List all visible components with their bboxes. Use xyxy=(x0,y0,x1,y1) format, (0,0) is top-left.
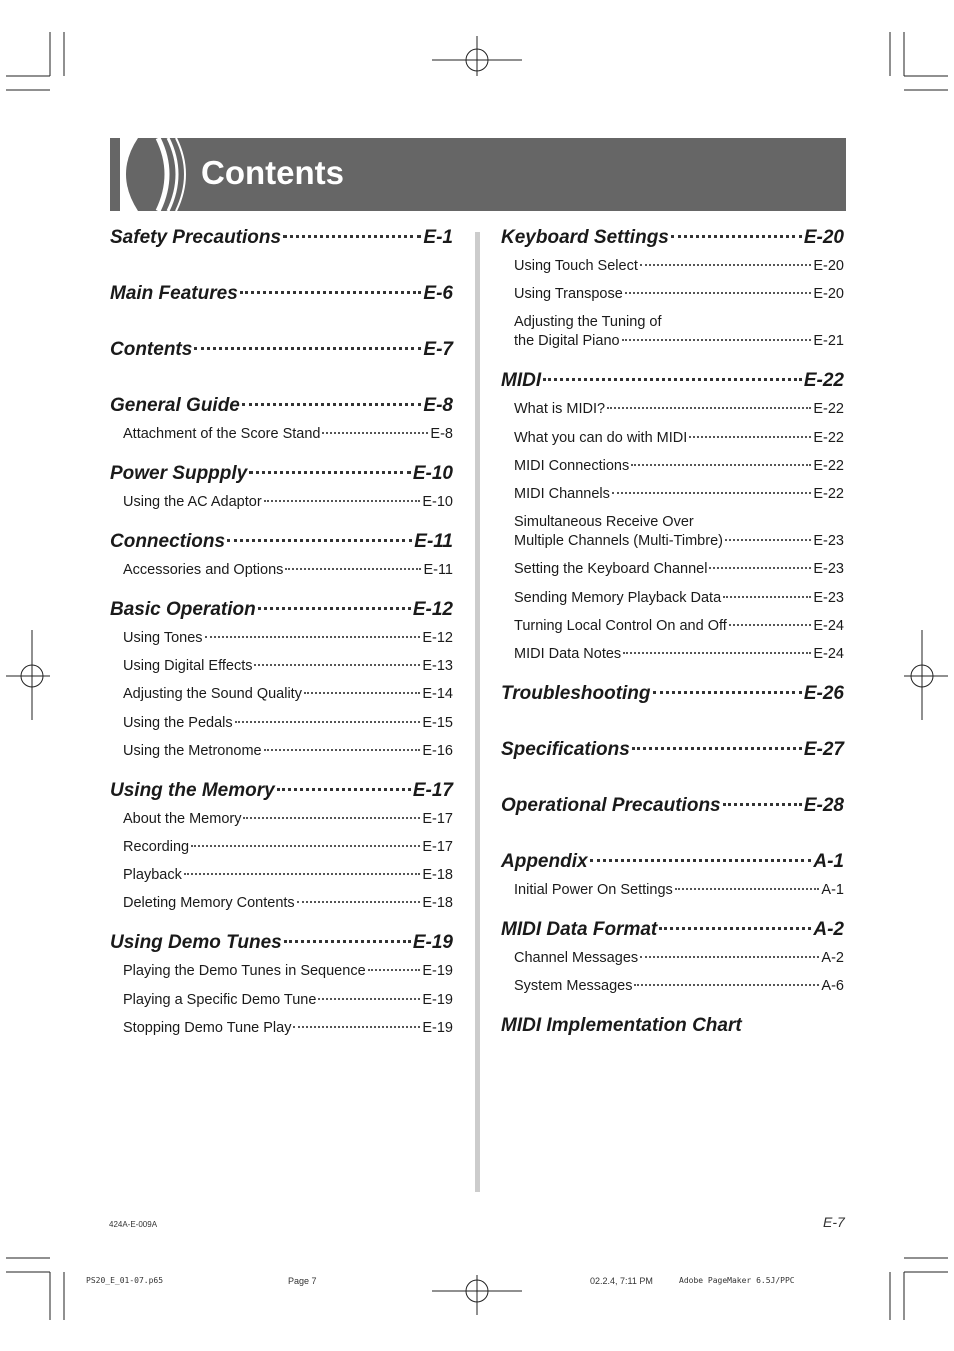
toc-section-page: E-11 xyxy=(414,531,453,552)
toc-section xyxy=(110,529,453,580)
toc-subitem[interactable] xyxy=(514,617,844,636)
toc-subitem-list xyxy=(110,425,453,444)
toc-section xyxy=(501,917,844,996)
toc-subitem-page: E-16 xyxy=(422,742,453,759)
toc-right-column xyxy=(501,225,844,1069)
toc-subitem-label: What you can do with MIDI xyxy=(514,429,688,446)
toc-subitem-label: Deleting Memory Contents xyxy=(123,895,295,912)
banner-arcs-decoration xyxy=(110,138,200,211)
toc-section-title: Keyboard Settings xyxy=(501,227,669,248)
toc-section-heading[interactable] xyxy=(110,597,453,627)
toc-section-page: E-20 xyxy=(803,227,844,248)
toc-subitem-label: Recording xyxy=(123,838,190,855)
dot-leader xyxy=(264,749,421,751)
toc-section-heading[interactable] xyxy=(501,225,844,255)
toc-subitem-label-cont: the Digital Piano xyxy=(514,333,620,350)
dot-leader xyxy=(243,817,420,819)
column-divider xyxy=(475,232,480,1192)
slug-filename: PS20_E_01-07.p65 xyxy=(86,1276,164,1285)
toc-section-page: E-8 xyxy=(423,395,453,416)
toc-section-heading[interactable] xyxy=(110,393,453,423)
toc-left-column xyxy=(110,225,453,1055)
slug-date: 02.2.4, 7:11 PM xyxy=(590,1276,653,1286)
toc-section-title: General Guide xyxy=(110,395,240,416)
toc-section-page: E-7 xyxy=(423,339,453,360)
toc-subitem[interactable] xyxy=(514,485,844,504)
dot-leader xyxy=(632,747,802,750)
toc-subitem[interactable] xyxy=(123,742,453,761)
toc-subitem-label: Accessories and Options xyxy=(123,562,284,578)
toc-subitem-page: E-21 xyxy=(813,333,844,350)
toc-subitem[interactable] xyxy=(514,589,844,608)
dot-leader xyxy=(285,568,421,570)
toc-subitem-label: Adjusting the Tuning of xyxy=(514,314,662,331)
dot-leader xyxy=(293,1026,420,1028)
toc-section-title: Operational Precautions xyxy=(501,794,721,816)
dot-leader xyxy=(607,407,811,409)
toc-section-title: Basic Operation xyxy=(110,599,256,620)
toc-section-heading[interactable] xyxy=(501,368,844,398)
toc-subitem-list xyxy=(110,493,453,512)
toc-subitem-page: E-22 xyxy=(813,457,844,474)
toc-subitem[interactable] xyxy=(123,810,453,829)
toc-subitem-label: Turning Local Control On and Off xyxy=(514,617,727,634)
toc-subitem-label: Using Tones xyxy=(123,630,203,646)
toc-section-page: E-1 xyxy=(423,227,453,248)
toc-subitem-page: E-18 xyxy=(422,895,453,912)
dot-leader xyxy=(254,664,420,666)
toc-subitem-label: Using the Pedals xyxy=(123,714,233,731)
toc-subitem-label-cont: Multiple Channels (Multi-Timbre) xyxy=(514,533,723,550)
toc-subitem[interactable] xyxy=(514,257,844,276)
toc-subitem-list xyxy=(501,400,844,664)
toc-section-heading[interactable] xyxy=(501,917,844,947)
toc-subitem-label: MIDI Data Notes xyxy=(514,645,622,662)
toc-subitem-list xyxy=(501,881,844,900)
dot-leader xyxy=(191,845,420,847)
dot-leader xyxy=(625,292,812,294)
toc-subitem[interactable] xyxy=(514,513,844,551)
dot-leader xyxy=(368,969,421,971)
toc-subitem[interactable] xyxy=(123,493,453,512)
toc-subitem-label: What is MIDI? xyxy=(514,401,606,418)
dot-leader xyxy=(723,803,802,806)
dot-leader xyxy=(640,264,812,266)
toc-subitem-page: E-22 xyxy=(813,485,844,502)
toc-subitem-label: Adjusting the Sound Quality xyxy=(123,686,302,703)
toc-section-heading[interactable] xyxy=(501,1013,844,1043)
toc-subitem-label: Simultaneous Receive Over xyxy=(514,514,694,531)
toc-subitem-page: E-22 xyxy=(813,429,844,446)
dot-leader xyxy=(304,692,420,694)
toc-section-heading[interactable] xyxy=(110,930,453,960)
toc-section xyxy=(501,849,844,900)
toc-subitem-page: A-1 xyxy=(821,881,844,898)
toc-subitem-label: Playing a Specific Demo Tune xyxy=(123,991,317,1008)
toc-section xyxy=(501,681,844,711)
dot-leader xyxy=(590,859,812,862)
toc-subitem-label: Using the AC Adaptor xyxy=(123,494,262,510)
toc-subitem-page: E-15 xyxy=(422,714,453,731)
toc-section-heading[interactable] xyxy=(110,225,453,255)
toc-subitem[interactable] xyxy=(123,1019,453,1038)
dot-leader xyxy=(631,464,811,466)
toc-subitem[interactable] xyxy=(123,991,453,1010)
toc-section xyxy=(501,225,844,351)
toc-subitem[interactable] xyxy=(123,425,453,444)
toc-section-heading[interactable] xyxy=(501,737,844,767)
dot-leader xyxy=(709,567,811,569)
toc-section-heading[interactable] xyxy=(110,778,453,808)
toc-subitem[interactable] xyxy=(514,457,844,476)
toc-section-heading[interactable] xyxy=(110,281,453,311)
dot-leader xyxy=(622,339,812,341)
dot-leader xyxy=(612,492,811,494)
slug-application: Adobe PageMaker 6.5J/PPC xyxy=(679,1276,795,1285)
toc-subitem-page: E-10 xyxy=(422,494,453,510)
toc-subitem[interactable] xyxy=(514,429,844,448)
dot-leader xyxy=(184,873,421,875)
toc-subitem-label: Using Digital Effects xyxy=(123,658,253,675)
dot-leader xyxy=(249,471,411,474)
toc-subitem-page: A-6 xyxy=(821,978,844,995)
toc-section-heading[interactable] xyxy=(110,461,453,491)
toc-subitem-page: E-18 xyxy=(422,867,453,884)
slug-page: Page 7 xyxy=(288,1276,317,1286)
toc-subitem-label: Playback xyxy=(123,867,182,884)
toc-subitem-line xyxy=(514,532,844,551)
toc-section-title: Connections xyxy=(110,531,226,552)
dot-leader xyxy=(227,539,412,542)
toc-subitem[interactable] xyxy=(123,685,453,704)
toc-section-page: E-22 xyxy=(803,370,844,392)
dot-leader xyxy=(318,998,420,1000)
toc-subitem-list xyxy=(110,629,453,761)
toc-subitem-page: E-19 xyxy=(422,963,453,980)
toc-subitem-list xyxy=(110,810,453,914)
dot-leader xyxy=(543,378,802,381)
toc-subitem[interactable] xyxy=(514,560,844,579)
toc-subitem[interactable] xyxy=(123,561,453,580)
toc-subitem-label: MIDI Channels xyxy=(514,485,610,502)
toc-section-page: E-6 xyxy=(423,283,453,304)
toc-section-title: Contents xyxy=(110,339,193,360)
dot-leader xyxy=(659,927,811,930)
toc-subitem-page: E-24 xyxy=(813,645,844,662)
toc-section xyxy=(501,737,844,767)
dot-leader xyxy=(194,347,421,350)
toc-subitem[interactable] xyxy=(514,881,844,900)
toc-section-title: MIDI Implementation Chart xyxy=(501,1015,742,1037)
toc-subitem-label: Initial Power On Settings xyxy=(514,881,673,898)
page-title: Contents xyxy=(201,154,344,191)
toc-subitem[interactable] xyxy=(514,949,844,968)
toc-subitem-page: E-23 xyxy=(813,533,844,550)
toc-subitem[interactable] xyxy=(123,838,453,857)
toc-subitem-label: Setting the Keyboard Channel xyxy=(514,561,708,578)
toc-subitem[interactable] xyxy=(123,657,453,676)
toc-subitem-page: E-12 xyxy=(422,630,453,646)
dot-leader xyxy=(729,624,812,626)
dot-leader xyxy=(634,984,819,986)
toc-subitem[interactable] xyxy=(123,629,453,648)
page-number: E-7 xyxy=(823,1214,845,1230)
toc-subitem-label: Stopping Demo Tune Play xyxy=(123,1019,292,1036)
toc-section xyxy=(110,597,453,761)
toc-subitem[interactable] xyxy=(514,400,844,419)
toc-section-page: E-28 xyxy=(803,794,844,816)
dot-leader xyxy=(277,788,411,791)
toc-subitem-page: E-17 xyxy=(422,810,453,827)
dot-leader xyxy=(242,403,422,406)
toc-section-title: Troubleshooting xyxy=(501,682,651,704)
toc-subitem-page: E-13 xyxy=(422,658,453,675)
dot-leader xyxy=(205,636,421,638)
title-banner xyxy=(110,138,846,211)
toc-subitem-label: Channel Messages xyxy=(514,949,639,966)
toc-section-heading[interactable] xyxy=(501,849,844,879)
toc-section xyxy=(110,281,453,311)
dot-leader xyxy=(675,888,820,890)
toc-section-page: A-1 xyxy=(813,850,844,872)
toc-section-page: E-10 xyxy=(412,463,453,484)
dot-leader xyxy=(623,652,811,654)
toc-subitem-list xyxy=(501,949,844,996)
toc-subitem-list xyxy=(110,561,453,580)
toc-section xyxy=(110,393,453,444)
toc-subitem-label: System Messages xyxy=(514,978,633,995)
toc-subitem-list xyxy=(501,257,844,351)
toc-subitem-label: Using Touch Select xyxy=(514,258,638,274)
toc-subitem-page: E-19 xyxy=(422,991,453,1008)
document-code: 424A-E-009A xyxy=(109,1220,158,1229)
toc-section-page: E-17 xyxy=(412,779,453,801)
dot-leader xyxy=(640,956,819,958)
toc-subitem[interactable] xyxy=(514,285,844,304)
toc-section-title: Main Features xyxy=(110,283,238,304)
toc-subitem-label: Using Transpose xyxy=(514,286,623,303)
dot-leader xyxy=(653,691,802,694)
toc-section xyxy=(110,778,453,914)
toc-subitem[interactable] xyxy=(123,866,453,885)
toc-subitem-page: E-17 xyxy=(422,838,453,855)
toc-section-title: Power Suppply xyxy=(110,463,248,484)
toc-section xyxy=(110,930,453,1037)
toc-section-title: Appendix xyxy=(501,850,588,872)
toc-section-page: E-26 xyxy=(803,682,844,704)
toc-subitem-label: Attachment of the Score Stand xyxy=(123,426,321,442)
toc-subitem-label: Playing the Demo Tunes in Sequence xyxy=(123,963,366,980)
toc-subitem[interactable] xyxy=(514,313,844,351)
toc-subitem-page: E-8 xyxy=(430,426,453,442)
toc-section xyxy=(501,1013,844,1043)
toc-section-page: E-12 xyxy=(412,599,453,620)
toc-subitem-label: Using the Metronome xyxy=(123,742,262,759)
toc-subitem-page: E-11 xyxy=(423,562,453,578)
toc-subitem-line xyxy=(514,332,844,351)
toc-section xyxy=(501,368,844,664)
toc-section xyxy=(110,225,453,255)
dot-leader xyxy=(689,436,811,438)
toc-subitem[interactable] xyxy=(123,894,453,913)
toc-section xyxy=(501,793,844,823)
toc-subitem-page: E-23 xyxy=(813,589,844,606)
toc-section-heading[interactable] xyxy=(110,337,453,367)
toc-subitem-page: E-20 xyxy=(813,286,844,303)
toc-subitem-page: E-20 xyxy=(813,258,844,274)
toc-section-title: Safety Precautions xyxy=(110,227,282,248)
toc-subitem-page: E-22 xyxy=(813,401,844,418)
toc-subitem-page: E-14 xyxy=(422,686,453,703)
toc-subitem-page: E-24 xyxy=(813,617,844,634)
toc-subitem-page: E-19 xyxy=(422,1019,453,1036)
toc-section-heading[interactable] xyxy=(110,529,453,559)
toc-subitem[interactable] xyxy=(514,977,844,996)
dot-leader xyxy=(297,901,421,903)
toc-subitem-label: MIDI Connections xyxy=(514,457,630,474)
toc-section-page: E-27 xyxy=(803,738,844,760)
dot-leader xyxy=(258,607,411,610)
dot-leader xyxy=(671,235,802,238)
toc-section xyxy=(110,461,453,512)
toc-section-page: A-2 xyxy=(813,918,844,940)
toc-subitem-label: About the Memory xyxy=(123,810,242,827)
dot-leader xyxy=(264,500,421,502)
toc-subitem-label: Sending Memory Playback Data xyxy=(514,589,722,606)
toc-section-title: Using the Memory xyxy=(110,779,275,801)
toc-subitem-page: A-2 xyxy=(821,949,844,966)
toc-subitem-list xyxy=(110,962,453,1037)
toc-section-title: MIDI Data Format xyxy=(501,918,658,940)
dot-leader xyxy=(725,539,811,541)
toc-section-page: E-19 xyxy=(412,932,453,954)
toc-section-title: Specifications xyxy=(501,738,630,760)
toc-subitem[interactable] xyxy=(514,645,844,664)
toc-section-title: Using Demo Tunes xyxy=(110,932,282,954)
toc-subitem-page: E-23 xyxy=(813,561,844,578)
toc-section-heading[interactable] xyxy=(501,681,844,711)
dot-leader xyxy=(723,596,811,598)
dot-leader xyxy=(240,291,422,294)
dot-leader xyxy=(284,940,411,943)
dot-leader xyxy=(283,235,421,238)
dot-leader xyxy=(322,432,428,434)
toc-subitem[interactable] xyxy=(123,714,453,733)
toc-section xyxy=(110,337,453,367)
toc-subitem[interactable] xyxy=(123,962,453,981)
dot-leader xyxy=(235,721,421,723)
toc-section-title: MIDI xyxy=(501,370,542,392)
toc-section-heading[interactable] xyxy=(501,793,844,823)
